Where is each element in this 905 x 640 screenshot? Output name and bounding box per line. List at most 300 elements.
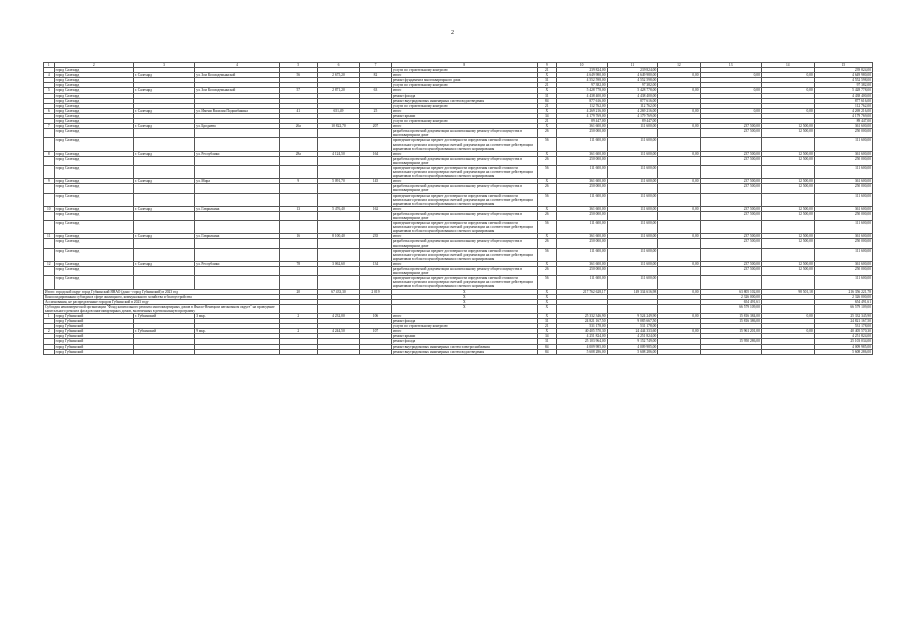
cell-fund: 4 552 598,00: [607, 78, 658, 83]
cell-fund: [607, 129, 658, 138]
summary-c7: [360, 304, 392, 313]
cell-city: [133, 349, 194, 354]
cell-city: [133, 221, 194, 234]
cell-c13: 0,00: [700, 73, 761, 78]
cell-c12: [658, 267, 700, 276]
cell-no: [44, 193, 55, 206]
summary-work: Х: [391, 304, 537, 313]
cell-c12: [658, 221, 700, 234]
cell-street: ул. Гаврилкина: [195, 206, 280, 211]
cell-c12: 0,00: [658, 73, 700, 78]
table-row: [44, 129, 873, 138]
cell-code: Х: [537, 88, 556, 93]
cell-area: [317, 276, 359, 289]
cell-no: [44, 156, 55, 165]
cell-work: разработка проектной документации на капитальному ремонту общего имущества в многоквартирном доме: [391, 129, 537, 138]
cell-work: итого: [391, 73, 537, 78]
cell-c12: [658, 129, 700, 138]
cell-mo: город Губкинский: [54, 324, 133, 329]
summary-work: Х: [391, 289, 537, 294]
cell-c13: [700, 349, 761, 354]
cell-people: [360, 184, 392, 193]
cell-total: 4 269 216,00: [556, 108, 607, 113]
cell-fund: 9 085 667,50: [607, 319, 658, 324]
cell-area: 5 091,70: [317, 179, 359, 184]
cell-mo: город Салехард: [54, 138, 133, 151]
cell-total: 40 405 570,30: [556, 329, 607, 334]
cell-fund: 4 269 216,00: [607, 108, 658, 113]
cell-mo: город Салехард: [54, 165, 133, 178]
cell-no: 4: [44, 73, 55, 78]
cell-city: [133, 184, 194, 193]
cell-work: ремонт крыши: [391, 113, 537, 118]
cell-c14: [761, 138, 814, 151]
summary-c12: 0,00: [658, 289, 700, 294]
cell-work: разработка проектной документации на капитальному ремонту общего имущества в многоквартирном доме: [391, 239, 537, 248]
cell-work: итого: [391, 151, 537, 156]
cell-fund: 111 600,00: [607, 179, 658, 184]
summary-total: 217 762 628,17: [556, 289, 607, 294]
cell-fund: 111 600,00: [607, 261, 658, 266]
col-header: 14: [761, 63, 814, 68]
cell-c14: 0,00: [761, 88, 814, 93]
cell-code: 56: [537, 193, 556, 206]
cell-mo: город Салехард: [54, 83, 133, 88]
cell-total: 250 000,00: [556, 211, 607, 220]
cell-c15: 111 600,00: [814, 138, 872, 151]
cell-total: 877 616,00: [556, 98, 607, 103]
table-row: [44, 193, 873, 206]
cell-area: 2 871,20: [317, 88, 359, 93]
cell-fund: 111 600,00: [607, 234, 658, 239]
cell-work: услуги по строительному контролю: [391, 119, 537, 124]
cell-street: [195, 156, 280, 165]
table-row: [44, 221, 873, 234]
cell-people: [360, 239, 392, 248]
table-row: [44, 267, 873, 276]
cell-c15: 89 447,00: [814, 119, 872, 124]
cell-work: проведение проверки на предмет достоверности определения сметной стоимости капитального ремонта или проверки сметной документации на соответствие действующим нормативам в области ценообразования и сметного нормирования: [391, 248, 537, 261]
summary-code: Х: [537, 299, 556, 304]
cell-code: 21: [537, 119, 556, 124]
cell-code: 26: [537, 239, 556, 248]
cell-code: 84: [537, 98, 556, 103]
cell-city: г. Губкинский: [133, 313, 194, 318]
cell-no: [44, 184, 55, 193]
cell-house: 56: [279, 73, 317, 78]
cell-mo: город Салехард: [54, 103, 133, 108]
cell-house: [279, 349, 317, 354]
cell-mo: город Салехард: [54, 88, 133, 93]
cell-code: 56: [537, 248, 556, 261]
cell-fund: [607, 239, 658, 248]
cell-people: [360, 211, 392, 220]
cell-no: 11: [44, 234, 55, 239]
page-number: 2: [451, 30, 454, 36]
cell-c14: 12 500,00: [761, 184, 814, 193]
cell-no: [44, 138, 55, 151]
cell-area: [317, 349, 359, 354]
cell-total: 97 382,00: [556, 83, 607, 88]
cell-c14: 0,00: [761, 108, 814, 113]
cell-area: 8 100,40: [317, 234, 359, 239]
cell-fund: 111 600,00: [607, 124, 658, 129]
cell-people: [360, 221, 392, 234]
cell-total: 4 649 980,00: [556, 73, 607, 78]
cell-c15: 4 649 980,00: [814, 73, 872, 78]
cell-work: услуги по строительному контролю: [391, 324, 537, 329]
cell-c15: 250 000,00: [814, 267, 872, 276]
summary-c13: 654 491,61: [700, 299, 761, 304]
cell-street: [195, 138, 280, 151]
table-row: [44, 276, 873, 289]
cell-street: ул. Республики: [195, 151, 280, 156]
cell-fund: 89 447,00: [607, 119, 658, 124]
cell-area: 4 244,50: [317, 329, 359, 334]
col-header: 10: [556, 63, 607, 68]
cell-fund: 4 649 980,00: [607, 73, 658, 78]
cell-total: 239 824,00: [556, 68, 607, 73]
cell-c15: 361 600,00: [814, 261, 872, 266]
cell-work: разработка проектной документации на капитальному ремонту общего имущества в многоквартирном доме: [391, 184, 537, 193]
cell-c13: 15 816 386,00: [700, 319, 761, 324]
cell-c14: [761, 193, 814, 206]
cell-house: 2: [279, 313, 317, 318]
cell-code: 84: [537, 349, 556, 354]
cell-c14: 12 500,00: [761, 267, 814, 276]
cell-mo: город Салехард: [54, 78, 133, 83]
cell-code: 21: [537, 83, 556, 88]
cell-code: Х: [537, 124, 556, 129]
cell-people: 207: [360, 124, 392, 129]
cell-c13: 0,00: [700, 108, 761, 113]
summary-c7: 2 019: [360, 289, 392, 294]
cell-no: [44, 267, 55, 276]
cell-street: [195, 248, 280, 261]
cell-mo: город Салехард: [54, 239, 133, 248]
cell-c15: 4 438 400,00: [814, 93, 872, 98]
cell-city: г. Салехард: [133, 108, 194, 113]
cell-c14: [761, 349, 814, 354]
cell-people: 82: [360, 73, 392, 78]
cell-people: [360, 248, 392, 261]
summary-label: Консолидированная субсидия в сфере жилищного, коммунального хозяйства и благоустройства: [44, 294, 280, 299]
cell-area: [317, 129, 359, 138]
cell-street: [195, 129, 280, 138]
cell-mo: город Губкинский: [54, 329, 133, 334]
summary-c13: 63 805 102,00: [700, 289, 761, 294]
cell-c14: 0,00: [761, 73, 814, 78]
cell-c14: 0,00: [761, 313, 814, 318]
cell-code: Х: [537, 179, 556, 184]
cell-total: 5 428 778,00: [556, 88, 607, 93]
cell-fund: [607, 211, 658, 220]
cell-c12: 0,00: [658, 313, 700, 318]
cell-fund: 111 600,00: [607, 276, 658, 289]
summary-fund: [607, 304, 658, 313]
cell-mo: город Губкинский: [54, 319, 133, 324]
cell-mo: город Салехард: [54, 206, 133, 211]
cell-c15: 111 600,00: [814, 165, 872, 178]
cell-no: [44, 221, 55, 234]
cell-code: 56: [537, 165, 556, 178]
cell-code: 26: [537, 129, 556, 138]
cell-total: 111 600,00: [556, 138, 607, 151]
col-header: 6: [317, 63, 359, 68]
cell-mo: город Салехард: [54, 193, 133, 206]
cell-c15: 361 600,00: [814, 151, 872, 156]
cell-c14: 12 500,00: [761, 156, 814, 165]
cell-code: 21: [537, 324, 556, 329]
cell-total: 89 447,00: [556, 119, 607, 124]
cell-city: г. Салехард: [133, 179, 194, 184]
col-header: 4: [195, 63, 280, 68]
cell-work: проведение проверки на предмет достоверности определения сметной стоимости капитального ремонта или проверки сметной документации на соответствие действующим нормативам в области ценообразования и сметного нормирования: [391, 221, 537, 234]
cell-c13: [700, 165, 761, 178]
cell-code: 31: [537, 78, 556, 83]
cell-work: проведение проверки на предмет достоверности определения сметной стоимости капитального ремонта или проверки сметной документации на соответствие действующим нормативам в области ценообразования и сметного нормирования: [391, 193, 537, 206]
cell-fund: 5 608 286,00: [607, 349, 658, 354]
cell-c14: 12 500,00: [761, 206, 814, 211]
cell-c14: 12 500,00: [761, 239, 814, 248]
table-row: [44, 239, 873, 248]
cell-fund: 4 251 824,00: [607, 334, 658, 339]
cell-city: [133, 129, 194, 138]
cell-fund: 4 009 985,00: [607, 344, 658, 349]
table-row: [44, 184, 873, 193]
summary-c15: 216 356 221,78: [814, 289, 872, 294]
summary-area: 20: [279, 289, 317, 294]
cell-no: 9: [44, 179, 55, 184]
cell-c15: 24 821 167,50: [814, 319, 872, 324]
cell-mo: город Салехард: [54, 98, 133, 103]
cell-c14: 12 500,00: [761, 234, 814, 239]
cell-code: Х: [537, 234, 556, 239]
cell-work: ремонт фасада: [391, 319, 537, 324]
table-row: [44, 248, 873, 261]
cell-total: 4 009 985,00: [556, 344, 607, 349]
cell-c13: 237 500,00: [700, 124, 761, 129]
cell-area: [317, 221, 359, 234]
cell-house: 57: [279, 88, 317, 93]
cell-c12: [658, 138, 700, 151]
cell-total: 111 600,00: [556, 248, 607, 261]
cell-city: г. Салехард: [133, 234, 194, 239]
cell-work: итого: [391, 88, 537, 93]
cell-house: 13: [279, 206, 317, 211]
cell-code: Х: [537, 206, 556, 211]
cell-total: 111 600,00: [556, 221, 607, 234]
cell-mo: город Салехард: [54, 267, 133, 276]
cell-people: [360, 138, 392, 151]
cell-fund: 9 524 249,90: [607, 313, 658, 318]
cell-total: 250 000,00: [556, 156, 607, 165]
cell-people: 107: [360, 329, 392, 334]
cell-work: услуги по строительному контролю: [391, 83, 537, 88]
cell-total: 25 332 346,90: [556, 313, 607, 318]
cell-mo: город Салехард: [54, 248, 133, 261]
cell-c15: 250 000,00: [814, 211, 872, 220]
cell-c12: 0,00: [658, 151, 700, 156]
cell-c14: [761, 165, 814, 178]
cell-c15: 111 600,00: [814, 248, 872, 261]
cell-total: 361 600,00: [556, 124, 607, 129]
cell-c15: 361 600,00: [814, 124, 872, 129]
cell-fund: 9 152 749,00: [607, 339, 658, 344]
cell-total: 361 600,00: [556, 261, 607, 266]
cell-city: [133, 276, 194, 289]
cell-total: 361 600,00: [556, 206, 607, 211]
cell-c15: 111 600,00: [814, 276, 872, 289]
cell-mo: город Салехард: [54, 276, 133, 289]
cell-people: [360, 349, 392, 354]
cell-c13: 15 961 201,00: [700, 329, 761, 334]
cell-c14: 12 500,00: [761, 129, 814, 138]
cell-code: 26: [537, 267, 556, 276]
cell-total: 4 179 769,00: [556, 113, 607, 118]
cell-mo: город Салехард: [54, 261, 133, 266]
cell-area: 5 476,40: [317, 206, 359, 211]
cell-area: 651,49: [317, 108, 359, 113]
cell-house: [279, 156, 317, 165]
cell-c12: [658, 193, 700, 206]
cell-c13: [700, 138, 761, 151]
cell-street: [195, 184, 280, 193]
cell-house: [279, 165, 317, 178]
cell-work: ремонт фундамента многоквартирного дома: [391, 78, 537, 83]
summary-c13: 2 326 000,00: [700, 294, 761, 299]
cell-work: ремонт внутридомовых инженерных систем водоотведения: [391, 349, 537, 354]
cell-code: 31: [537, 339, 556, 344]
table-row: [44, 138, 873, 151]
cell-house: 26а: [279, 124, 317, 129]
cell-c14: [761, 276, 814, 289]
cell-no: 1: [44, 313, 55, 318]
cell-city: [133, 138, 194, 151]
col-header: 12: [658, 63, 700, 68]
cell-c15: 4 179 769,00: [814, 113, 872, 118]
cell-mo: город Салехард: [54, 156, 133, 165]
cell-code: 31: [537, 93, 556, 98]
cell-work: итого: [391, 313, 537, 318]
cell-house: [279, 184, 317, 193]
cell-c12: [658, 156, 700, 165]
cell-work: проведение проверки на предмет достоверности определения сметной стоимости капитального ремонта или проверки сметной документации на соответствие действующим нормативам в области ценообразования и сметного нормирования: [391, 138, 537, 151]
cell-mo: город Салехард: [54, 68, 133, 73]
cell-c15: 250 000,00: [814, 184, 872, 193]
cell-work: итого: [391, 261, 537, 266]
summary-c13: 66 579 109,00: [700, 304, 761, 313]
cell-city: [133, 165, 194, 178]
cell-no: 5: [44, 88, 55, 93]
cell-people: 134: [360, 261, 392, 266]
cell-work: проведение проверки на предмет достоверности определения сметной стоимости капитального ремонта или проверки сметной документации на соответствие действующим нормативам в области ценообразования и сметного нормирования: [391, 165, 537, 178]
cell-house: [279, 239, 317, 248]
table-row: [44, 165, 873, 178]
cell-c13: 15 816 384,00: [700, 313, 761, 318]
cell-people: [360, 267, 392, 276]
cell-c15: 111 600,00: [814, 193, 872, 206]
cell-total: 112 762,00: [556, 103, 607, 108]
cell-c15: 361 600,00: [814, 234, 872, 239]
cell-area: 2 675,20: [317, 73, 359, 78]
col-header: 13: [700, 63, 761, 68]
cell-c14: 12 500,00: [761, 124, 814, 129]
cell-c15: 250 000,00: [814, 239, 872, 248]
cell-code: 56: [537, 276, 556, 289]
cell-work: ремонт фасада: [391, 339, 537, 344]
summary-label: Итого: городской округ город Губкинский ЯНАО (дано - город Губкинский) в 2023 год: [44, 289, 280, 294]
cell-fund: 111 600,00: [607, 151, 658, 156]
cell-no: 12: [44, 261, 55, 266]
cell-work: разработка проектной документации на капитальному ремонту общего имущества в многоквартирном доме: [391, 156, 537, 165]
cell-mo: город Салехард: [54, 179, 133, 184]
cell-c13: 237 500,00: [700, 234, 761, 239]
cell-fund: 111 600,00: [607, 248, 658, 261]
cell-mo: город Салехард: [54, 184, 133, 193]
cell-mo: город Салехард: [54, 108, 133, 113]
summary-total: [556, 304, 607, 313]
cell-area: [317, 156, 359, 165]
cell-c12: 0,00: [658, 88, 700, 93]
cell-no: [44, 248, 55, 261]
cell-c15: 4 251 824,00: [814, 334, 872, 339]
summary-row: [44, 304, 873, 313]
cell-work: ремонт фасада: [391, 93, 537, 98]
cell-work: итого: [391, 329, 537, 334]
cell-c13: 237 500,00: [700, 129, 761, 138]
cell-area: [317, 165, 359, 178]
cell-mo: город Губкинский: [54, 334, 133, 339]
cell-city: [133, 248, 194, 261]
cell-people: 63: [360, 88, 392, 93]
cell-work: итого: [391, 206, 537, 211]
col-header: 9: [537, 63, 556, 68]
cell-people: 162: [360, 206, 392, 211]
cell-c14: [761, 248, 814, 261]
cell-city: [133, 239, 194, 248]
cell-fund: 4 438 400,00: [607, 93, 658, 98]
cell-c13: 237 500,00: [700, 267, 761, 276]
cell-city: [133, 193, 194, 206]
cell-street: [195, 193, 280, 206]
col-header: 2: [54, 63, 133, 68]
cell-street: [195, 349, 280, 354]
cell-fund: 4 179 769,00: [607, 113, 658, 118]
cell-fund: 877 616,00: [607, 98, 658, 103]
summary-code: Х: [537, 304, 556, 313]
cell-area: [317, 239, 359, 248]
cell-people: [360, 193, 392, 206]
cell-mo: город Салехард: [54, 234, 133, 239]
cell-house: [279, 248, 317, 261]
cell-code: Х: [537, 313, 556, 318]
cell-code: 26: [537, 156, 556, 165]
cell-fund: 24 444 333,60: [607, 329, 658, 334]
col-header: 1: [44, 63, 55, 68]
cell-c13: 0,00: [700, 88, 761, 93]
cell-mo: город Салехард: [54, 93, 133, 98]
cell-house: 16: [279, 234, 317, 239]
col-header: 5: [279, 63, 317, 68]
cell-people: [360, 276, 392, 289]
cell-fund: 111 600,00: [607, 221, 658, 234]
cell-c15: 531 178,00: [814, 324, 872, 329]
cell-work: итого: [391, 108, 537, 113]
cell-street: ул. Броднева: [195, 124, 280, 129]
cell-c13: 237 500,00: [700, 239, 761, 248]
cell-mo: город Салехард: [54, 211, 133, 220]
